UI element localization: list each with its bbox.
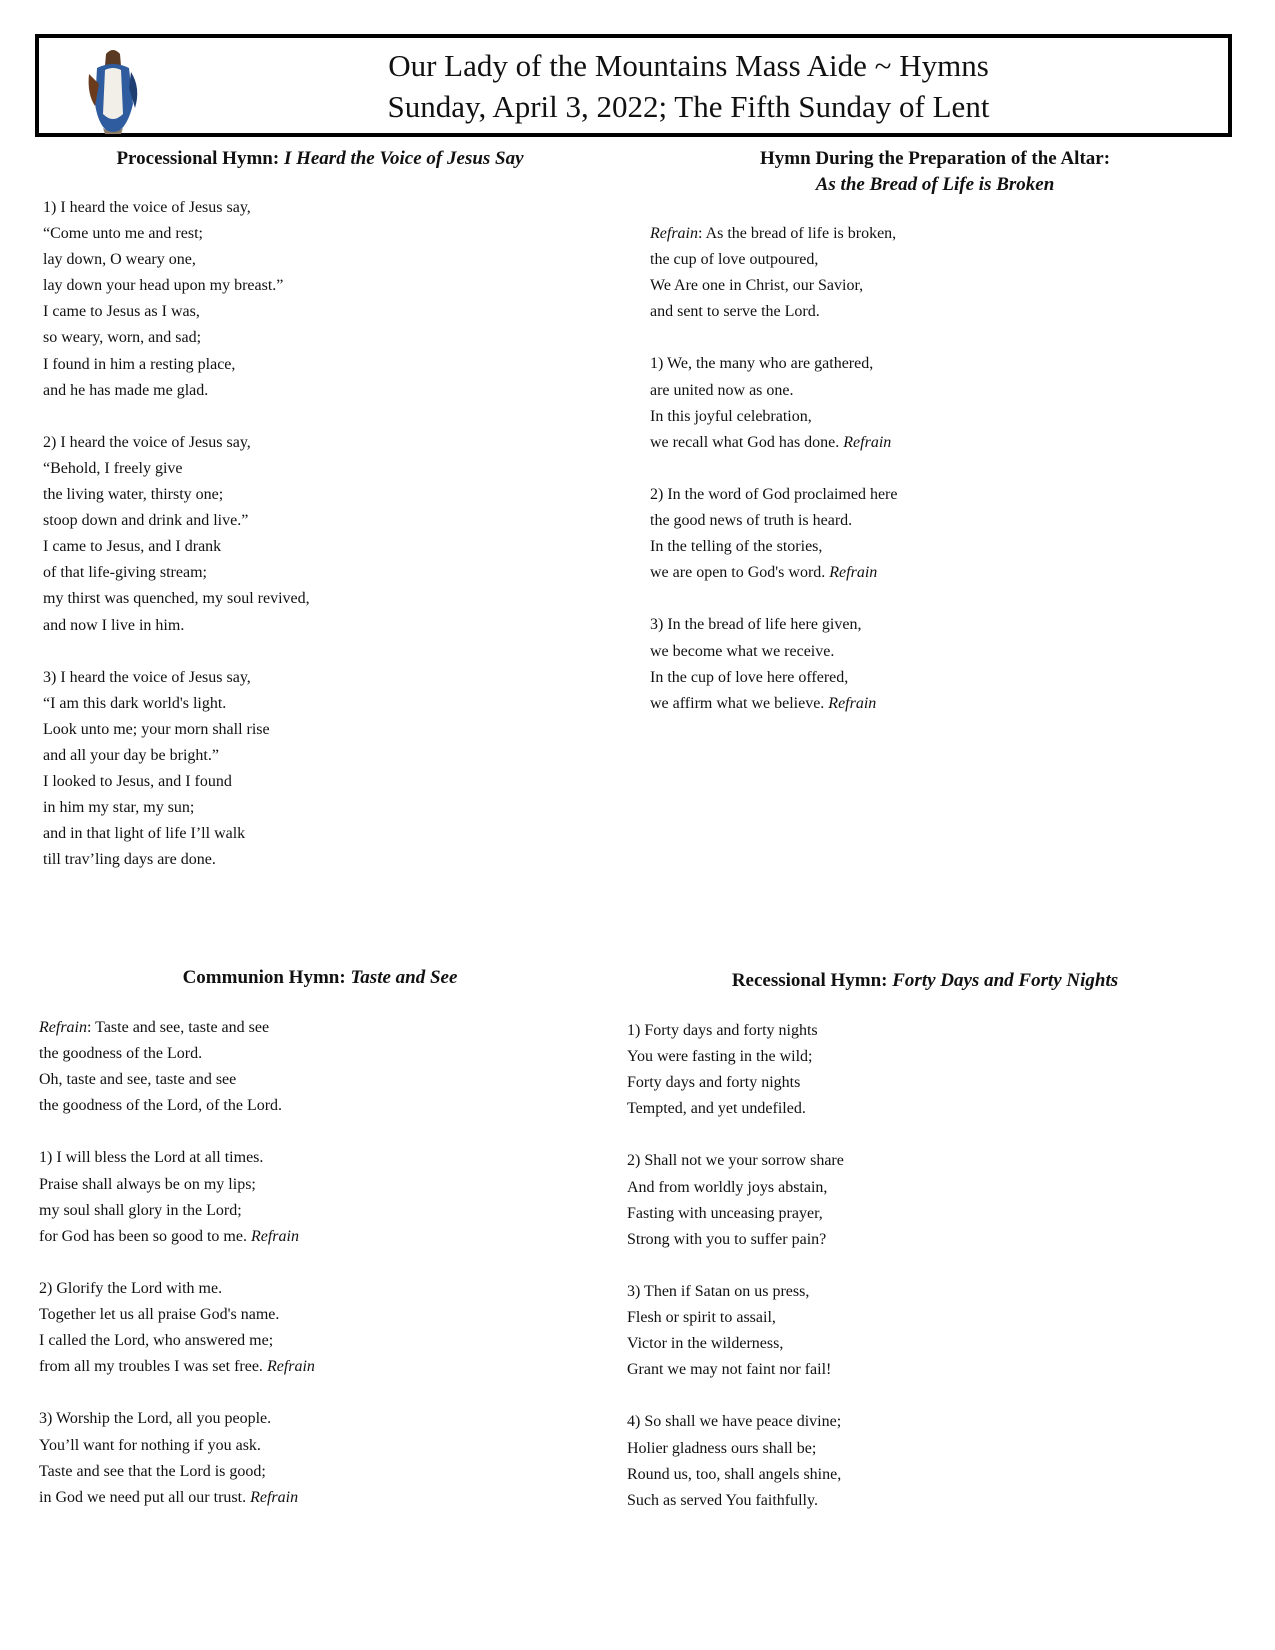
lyric-line: You’ll want for nothing if you ask. [39,1436,261,1454]
lyric-line: of that life-giving stream; [43,564,207,582]
refrain-cue: Refrain [843,433,892,451]
lyric-line: Forty days and forty nights [627,1074,801,1092]
recessional-hymn-lyrics [627,1018,844,1514]
lyric-line: and in that light of life I’ll walk [43,825,246,843]
lyric-line: and all your day be bright.” [43,746,219,764]
lyric-line: and sent to serve the Lord. [650,303,820,321]
preparation-hymn-lyrics [650,221,897,717]
lyric-line: I called the Lord, who answered me; [39,1332,274,1350]
lyric-line [650,691,897,717]
processional-hymn-lyrics [43,195,310,873]
refrain-label: Refrain [39,1019,87,1036]
lyric-line: Look unto me; your morn shall rise [43,720,270,738]
lyric-line: the goodness of the Lord. [39,1045,203,1063]
lyric-line: We Are one in Christ, our Savior, [650,277,864,295]
lyric-line: Flesh or spirit to assail, [627,1309,776,1327]
lyric-line: “I am this dark world's light. [43,694,227,712]
lyric-line: Praise shall always be on my lips; [39,1175,256,1193]
recessional-hymn-name: Forty Days and Forty Nights [892,970,1119,991]
lyric-line: I came to Jesus, and I drank [43,538,222,556]
lyric-line: Oh, taste and see, taste and see [39,1071,237,1089]
lyric-line: 3) Then if Satan on us press, [627,1282,810,1300]
header-title-line-1: Our Lady of the Mountains Mass Aide ~ Hymns [388,48,989,83]
lyric-line [650,430,897,456]
preparation-hymn-title [650,146,1220,198]
lyric-line [39,1224,315,1250]
processional-hymn-label: Processional Hymn: [116,148,284,169]
communion-hymn-lyrics [39,1015,315,1511]
lyric-text: in God we need put all our trust. [39,1488,251,1506]
recessional-hymn-label: Recessional Hymn: [731,970,893,991]
lyric-text: from all my troubles I was set free. [39,1358,267,1376]
lyric-line [39,1485,315,1511]
header-title-line-2: Sunday, April 3, 2022; The Fifth Sunday of Lent [387,89,990,124]
lyric-line: Strong with you to suffer pain? [627,1230,827,1248]
refrain-cue: Refrain [266,1358,315,1376]
lyric-line: In this joyful celebration, [650,407,812,425]
lyric-line [650,560,897,586]
lyric-line: 3) Worship the Lord, all you people. [39,1410,272,1428]
lyric-line: the goodness of the Lord, of the Lord. [39,1097,283,1115]
refrain-cue: Refrain [250,1488,299,1506]
lyric-line: You were fasting in the wild; [627,1048,813,1066]
lyric-line: 1) We, the many who are gathered, [650,355,874,373]
lyric-line [39,1354,315,1380]
lyric-line: Round us, too, shall angels shine, [627,1465,842,1483]
lyric-line: In the telling of the stories, [650,538,823,556]
lyric-line: And from worldly joys abstain, [627,1178,828,1196]
lyric-line: 2) Glorify the Lord with me. [39,1279,223,1297]
lyric-line: the good news of truth is heard. [650,512,853,530]
lyric-line: Fasting with unceasing prayer, [627,1204,823,1222]
refrain-cue: Refrain [828,694,877,712]
lyric-text: we are open to God's word. [650,564,830,582]
processional-hymn-name: I Heard the Voice of Jesus Say [283,148,524,169]
lyric-line: Holier gladness ours shall be; [627,1439,817,1457]
lyric-line: In the cup of love here offered, [650,668,849,686]
refrain-label: Refrain [650,225,698,242]
lyric-line: I looked to Jesus, and I found [43,773,232,791]
lyric-text: : Taste and see, taste and see [87,1019,270,1036]
preparation-hymn-label: Hymn During the Preparation of the Altar: [759,148,1111,169]
lyric-line: 4) So shall we have peace divine; [627,1413,842,1431]
lyric-line: the cup of love outpoured, [650,251,819,269]
lyric-line: till trav’ling days are done. [43,851,216,869]
lyric-line: 1) Forty days and forty nights [627,1022,818,1039]
lyric-line: stoop down and drink and live.” [43,512,249,530]
lyric-text: we recall what God has done. [650,433,844,451]
lyric-line: and now I live in him. [43,616,185,634]
lyric-line: we become what we receive. [650,642,835,660]
lyric-line: Grant we may not faint nor fail! [627,1361,832,1379]
refrain-cue: Refrain [250,1227,299,1245]
lyric-line: in him my star, my sun; [43,799,195,817]
lyric-line: the living water, thirsty one; [43,486,224,504]
lyric-line: my soul shall glory in the Lord; [39,1201,242,1219]
lyric-line: are united now as one. [650,381,794,399]
refrain-cue: Refrain [829,564,878,582]
communion-hymn-label: Communion Hymn: [182,967,351,988]
lyric-line: so weary, worn, and sad; [43,329,202,347]
lyric-line: 1) I heard the voice of Jesus say, [43,199,251,216]
lyric-line: lay down, O weary one, [43,251,196,269]
processional-hymn-title [40,146,600,172]
lyric-text: : As the bread of life is broken, [698,225,897,242]
lyric-line: “Come unto me and rest; [43,225,203,243]
lyric-line: lay down your head upon my breast.” [43,277,284,295]
communion-hymn-name: Taste and See [350,967,458,988]
virgin-mary-statue-icon [83,44,147,136]
lyric-text: we affirm what we believe. [650,694,829,712]
lyric-line: Together let us all praise God's name. [39,1306,280,1324]
preparation-hymn-name: As the Bread of Life is Broken [815,174,1055,195]
lyric-line: 2) In the word of God proclaimed here [650,485,898,503]
lyric-line: “Behold, I freely give [43,459,183,477]
lyric-line: 1) I will bless the Lord at all times. [39,1149,264,1167]
lyric-text: for God has been so good to me. [39,1227,251,1245]
lyric-line: 3) I heard the voice of Jesus say, [43,668,251,686]
lyric-line: Victor in the wilderness, [627,1335,784,1353]
lyric-line: my thirst was quenched, my soul revived, [43,590,310,608]
refrain-line [650,221,897,247]
lyric-line: Taste and see that the Lord is good; [39,1462,266,1480]
refrain-line [39,1015,315,1041]
lyric-line: I came to Jesus as I was, [43,303,200,321]
page-header [35,34,1232,137]
lyric-line: Such as served You faithfully. [627,1491,818,1509]
lyric-line: 2) Shall not we your sorrow share [627,1152,844,1170]
lyric-line: 3) In the bread of life here given, [650,616,862,634]
lyric-line: 2) I heard the voice of Jesus say, [43,433,251,451]
communion-hymn-title [40,965,600,991]
recessional-hymn-title [620,968,1230,994]
lyric-line: and he has made me glad. [43,381,209,399]
lyric-line: Tempted, and yet undefiled. [627,1100,806,1118]
lyric-line: I found in him a resting place, [43,355,236,373]
